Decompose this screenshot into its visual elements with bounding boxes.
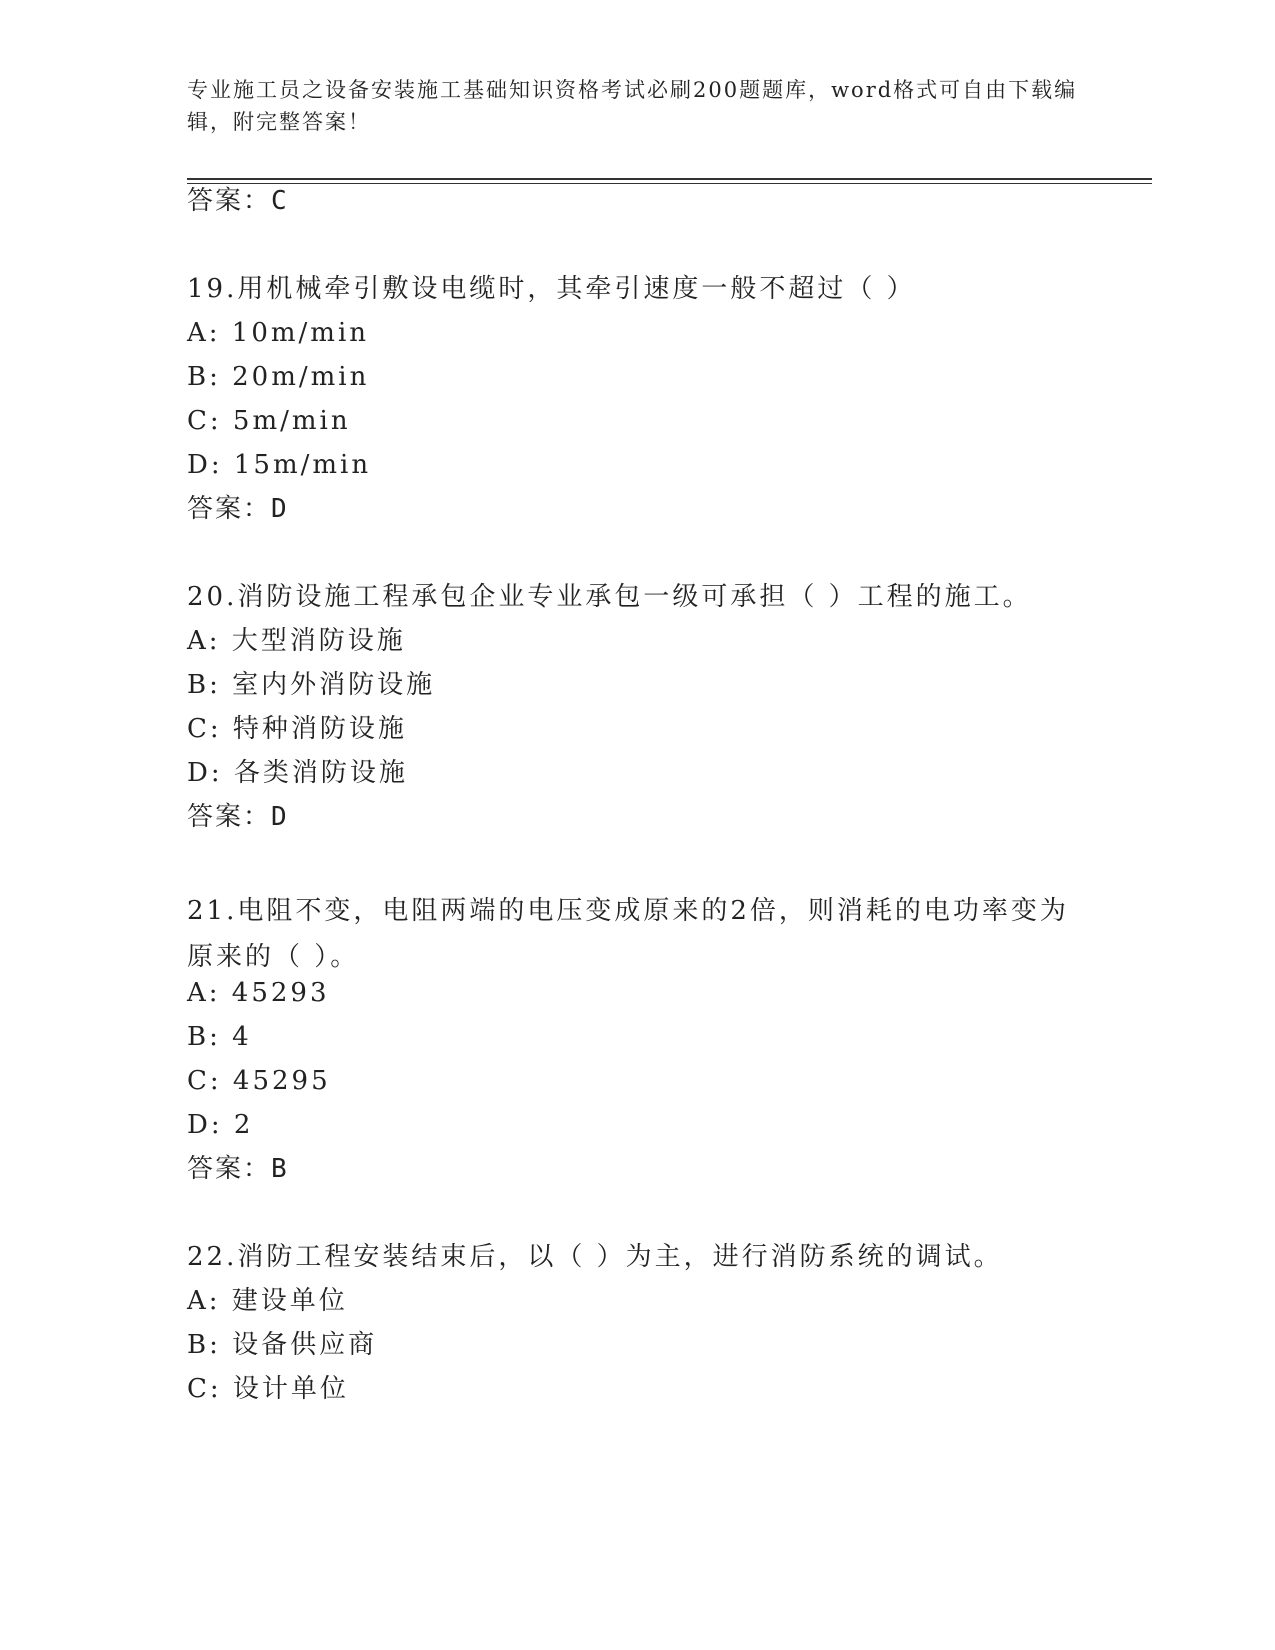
question-option: C: 特种消防设施 (187, 714, 407, 744)
question-option: B: 20m/min (187, 362, 370, 392)
question-option: C: 设计单位 (187, 1374, 349, 1404)
question-option: B: 室内外消防设施 (187, 670, 436, 700)
header-rule-thick (187, 178, 1152, 180)
question-option: A: 45293 (187, 978, 330, 1008)
question-option: C: 45295 (187, 1066, 331, 1096)
question-stem: 22.消防工程安装结束后，以（ ）为主，进行消防系统的调试。 (187, 1242, 1003, 1272)
question-option: A: 建设单位 (187, 1286, 348, 1316)
question-option: C: 5m/min (187, 406, 351, 436)
question-stem: 20.消防设施工程承包企业专业承包一级可承担（ ）工程的施工。 (187, 582, 1032, 612)
question-answer: 答案：D (187, 494, 289, 524)
question-option: D: 2 (187, 1110, 254, 1140)
question-stem: 19.用机械牵引敷设电缆时，其牵引速度一般不超过（ ） (187, 274, 916, 304)
question-answer: 答案：B (187, 1154, 289, 1184)
header-rule-thin (187, 183, 1152, 184)
page-header: 专业施工员之设备安装施工基础知识资格考试必刷200题题库，word格式可自由下载编辑，附完整答案！ (187, 78, 1078, 134)
question-option: D: 15m/min (187, 450, 372, 480)
question-option: B: 设备供应商 (187, 1330, 378, 1360)
question-option: D: 各类消防设施 (187, 758, 408, 788)
previous-answer: 答案：C (187, 186, 289, 216)
question-option: B: 4 (187, 1022, 252, 1052)
question-option: A: 10m/min (187, 318, 370, 348)
question-option: A: 大型消防设施 (187, 626, 406, 656)
question-answer: 答案：D (187, 802, 289, 832)
question-stem: 21.电阻不变，电阻两端的电压变成原来的2倍，则消耗的电功率变为原来的（ ）。 (187, 896, 1069, 972)
